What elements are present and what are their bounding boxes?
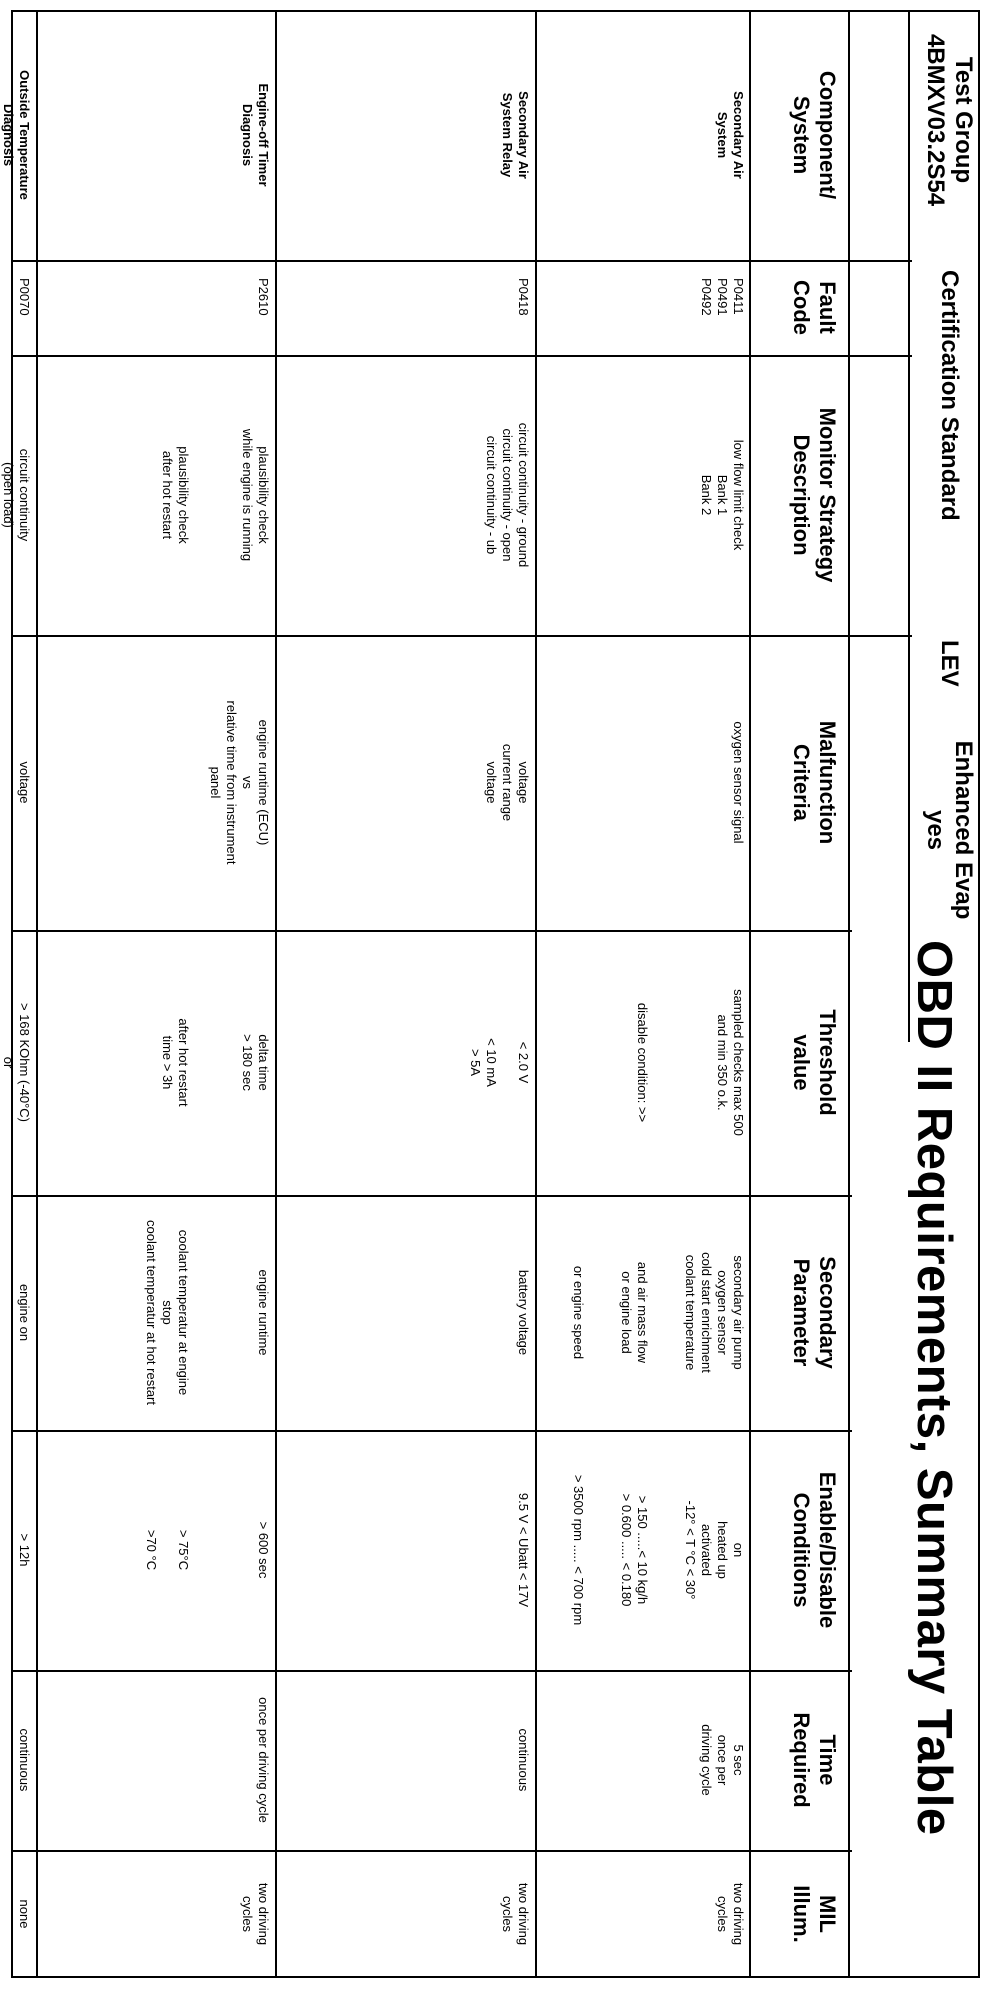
column-divider (11, 355, 912, 357)
column-header-enable-disable-conditions: Enable/Disable Conditions (789, 1471, 840, 1629)
column-divider (11, 930, 852, 932)
column-header-component-system: Component/ System (789, 70, 840, 200)
cell-mil-illum: none (17, 1899, 32, 1929)
cell-enable-disable-conditions: 9.5 V < Ubatt < 17V (516, 1492, 531, 1608)
evap-label: Enhanced Evap (950, 740, 977, 920)
row-divider (275, 10, 277, 1978)
cell-secondary-parameter: engine on (17, 1283, 32, 1342)
cell-fault-code: P0411 P0491 P0492 (699, 278, 746, 316)
cell-component-system: Secondary Air System Relay (500, 91, 531, 179)
cell-component-system: Outside Temperature Diagnosis (1, 70, 32, 200)
cell-enable-disable-conditions: on heated up activated -12° < T °C < 30° > 150 .....< 10 kg/h > 0.600 ..... < 0.180 > 3500 rpm ..... < 700 rpm (571, 1474, 746, 1626)
cell-malfunction-criteria: engine runtime (ECU) vs relative time from instrument panel (208, 700, 271, 865)
column-divider (11, 635, 912, 637)
cell-enable-disable-conditions: > 600 sec > 75°C >70 °C (144, 1521, 271, 1579)
column-header-monitor-strategy: Monitor Strategy Description (789, 407, 840, 583)
column-divider (11, 1850, 852, 1852)
cell-fault-code: P0418 (516, 278, 531, 316)
row-divider (535, 10, 537, 1978)
cell-time-required: once per driving cycle (256, 1697, 271, 1823)
cell-malfunction-criteria: oxygen sensor signal (731, 721, 746, 844)
cell-secondary-parameter: battery voltage (516, 1269, 531, 1356)
cert-standard-label: Certification Standard (936, 270, 963, 521)
cell-monitor-strategy: circuit continuity (open load) (1, 448, 32, 542)
column-header-time-required: Time Required (789, 1712, 840, 1808)
column-header-threshold-value: Threshold value (789, 1009, 840, 1116)
row-divider (36, 10, 38, 1978)
cell-secondary-parameter: secondary air pump oxygen sensor cold start enrichment coolant temperature and air mass flow or engine load or engine speed (571, 1252, 746, 1373)
cell-time-required: continuous (516, 1728, 531, 1792)
column-header-malfunction-criteria: Malfunction Criteria (789, 720, 840, 845)
cell-mil-illum: two driving cycles (715, 1882, 746, 1946)
cell-fault-code: P2610 (256, 278, 271, 316)
column-header-fault-code: Fault Code (789, 280, 840, 335)
cell-enable-disable-conditions: > 12h (17, 1533, 32, 1567)
cell-mil-illum: two driving cycles (240, 1882, 271, 1946)
column-header-secondary-parameter: Secondary Parameter (789, 1256, 840, 1369)
cell-component-system: Secondary Air System (715, 91, 746, 179)
column-divider (11, 1195, 852, 1197)
cell-monitor-strategy: low flow limit check Bank 1 Bank 2 (699, 439, 746, 551)
cell-monitor-strategy: plausibility check while engine is running plausibility check after hot restart (160, 428, 271, 562)
cell-threshold-value: > 168 KOhm (-40°C) or (1, 1003, 32, 1122)
cell-malfunction-criteria: voltage (17, 761, 32, 804)
cell-time-required: continuous (17, 1728, 32, 1792)
cell-fault-code: P0070 (17, 278, 32, 316)
column-header-mil-illum: MIL Illum. (789, 1885, 840, 1943)
cell-threshold-value: sampled checks max 500 and min 350 o.k. disable condition: >> (635, 989, 746, 1136)
cell-component-system: Engine-off Timer Diagnosis (240, 83, 271, 187)
cell-time-required: 5 sec once per driving cycle (699, 1724, 746, 1796)
cell-threshold-value: < 2.0 V < 10 mA > 5A (468, 1038, 531, 1087)
test-group-label: Test Group (950, 56, 977, 184)
evap-value: yes (922, 809, 949, 851)
header-bottom-line (848, 12, 850, 1976)
cert-standard-value: LEV (936, 640, 963, 687)
cell-threshold-value: delta time > 180 sec after hot restart time > 3h (160, 1018, 271, 1107)
column-divider (11, 260, 912, 262)
cell-malfunction-criteria: voltage current range voltage (484, 743, 531, 822)
cell-mil-illum: two driving cycles (500, 1882, 531, 1946)
header-divider (908, 12, 910, 1042)
cell-monitor-strategy: circuit continuity - ground circuit continuity - open circuit continuity - ub (484, 422, 531, 568)
page-title: OBD II Requirements, Summary Table (907, 940, 961, 1836)
column-divider (11, 1430, 852, 1432)
cell-secondary-parameter: engine runtime coolant temperatur at engine stop coolant temperatur at hot restart (144, 1220, 271, 1405)
column-divider (11, 1670, 852, 1672)
test-group-value: 4BMXV03.2S54 (922, 33, 949, 207)
column-header-line (749, 12, 751, 1976)
